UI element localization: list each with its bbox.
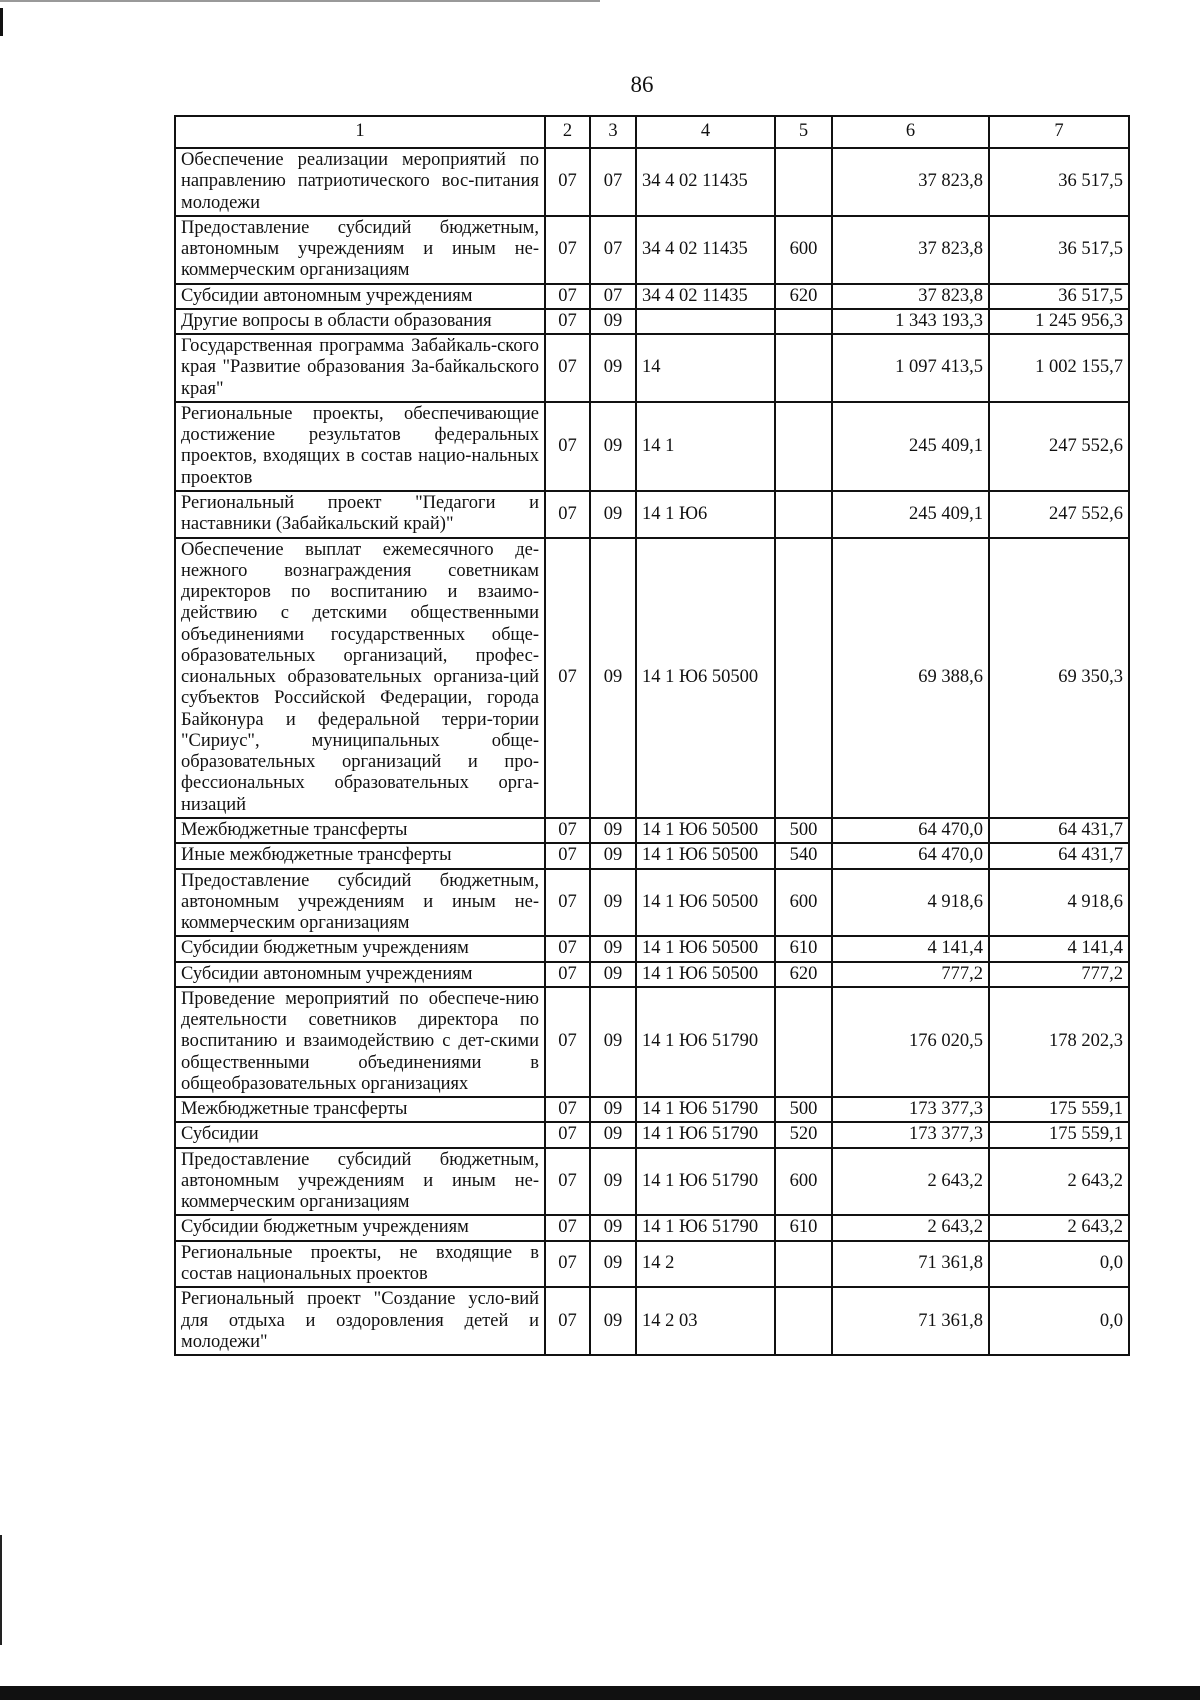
- row-name-cell: Субсидии автономным учреждениям: [175, 284, 545, 309]
- amount-col6-cell: 37 823,8: [832, 148, 989, 216]
- section-code-cell: 07: [545, 538, 590, 818]
- table-row: [175, 1122, 1129, 1147]
- expense-type-cell: 520: [775, 1122, 832, 1147]
- amount-col7-cell: 247 552,6: [989, 402, 1129, 491]
- target-article-cell: 14 1 Ю6 51790: [636, 1215, 775, 1240]
- subsection-code-cell: 09: [590, 818, 636, 843]
- target-article-cell: 14 1 Ю6 51790: [636, 1148, 775, 1216]
- amount-col7-cell: 64 431,7: [989, 843, 1129, 868]
- row-name-cell: Проведение мероприятий по обеспече-нию деятельности советников директора по воспитанию и взаимодействию с дет-скими общественными объединениями в общеобразовательных организациях: [175, 987, 545, 1097]
- amount-col6-cell: 1 343 193,3: [832, 309, 989, 334]
- row-name-cell: Субсидии: [175, 1122, 545, 1147]
- section-code-cell: 07: [545, 402, 590, 491]
- section-code-cell: 07: [545, 843, 590, 868]
- subsection-code-cell: 09: [590, 1287, 636, 1355]
- table-row: [175, 1241, 1129, 1288]
- row-name-cell: Региональный проект "Педагоги и наставники (Забайкальский край)": [175, 491, 545, 538]
- amount-col6-cell: 71 361,8: [832, 1241, 989, 1288]
- row-name-cell: Региональные проекты, не входящие в состав национальных проектов: [175, 1241, 545, 1288]
- amount-col6-cell: 64 470,0: [832, 818, 989, 843]
- amount-col7-cell: 247 552,6: [989, 491, 1129, 538]
- amount-col6-cell: 71 361,8: [832, 1287, 989, 1355]
- amount-col6-cell: 176 020,5: [832, 987, 989, 1097]
- section-code-cell: 07: [545, 1287, 590, 1355]
- expense-type-cell: 600: [775, 869, 832, 937]
- row-name-cell: Государственная программа Забайкаль-ского края "Развитие образования За-байкальского края": [175, 334, 545, 402]
- target-article-cell: 14 1 Ю6 50500: [636, 818, 775, 843]
- amount-col7-cell: 2 643,2: [989, 1215, 1129, 1240]
- scan-edge-left-lower: [0, 1535, 2, 1645]
- subsection-code-cell: 09: [590, 402, 636, 491]
- table-row: [175, 216, 1129, 284]
- amount-col6-cell: 245 409,1: [832, 402, 989, 491]
- table-row: [175, 538, 1129, 818]
- target-article-cell: 34 4 02 11435: [636, 284, 775, 309]
- expense-type-cell: [775, 987, 832, 1097]
- table-row: [175, 818, 1129, 843]
- row-name-cell: Региональные проекты, обеспечивающие достижение результатов федеральных проектов, входящих в состав нацио-нальных проектов: [175, 402, 545, 491]
- expense-type-cell: 600: [775, 216, 832, 284]
- amount-col6-cell: 2 643,2: [832, 1148, 989, 1216]
- subsection-code-cell: 09: [590, 491, 636, 538]
- amount-col6-cell: 4 141,4: [832, 936, 989, 961]
- scan-edge-left: [0, 8, 3, 36]
- section-code-cell: 07: [545, 987, 590, 1097]
- amount-col6-cell: 2 643,2: [832, 1215, 989, 1240]
- table-row: [175, 284, 1129, 309]
- target-article-cell: 14 1 Ю6: [636, 491, 775, 538]
- amount-col7-cell: 175 559,1: [989, 1122, 1129, 1147]
- target-article-cell: 34 4 02 11435: [636, 148, 775, 216]
- subsection-code-cell: 09: [590, 538, 636, 818]
- row-name-cell: Предоставление субсидий бюджетным, автономным учреждениям и иным не-коммерческим организациям: [175, 1148, 545, 1216]
- target-article-cell: 14 1 Ю6 50500: [636, 869, 775, 937]
- section-code-cell: 07: [545, 334, 590, 402]
- target-article-cell: 14 1 Ю6 50500: [636, 962, 775, 987]
- amount-col7-cell: 4 918,6: [989, 869, 1129, 937]
- row-name-cell: Предоставление субсидий бюджетным, автономным учреждениям и иным не-коммерческим организациям: [175, 869, 545, 937]
- subsection-code-cell: 07: [590, 284, 636, 309]
- target-article-cell: 14 2: [636, 1241, 775, 1288]
- section-code-cell: 07: [545, 1122, 590, 1147]
- expense-type-cell: [775, 1287, 832, 1355]
- target-article-cell: 14 1: [636, 402, 775, 491]
- page-number: 86: [630, 72, 654, 97]
- expense-type-cell: [775, 402, 832, 491]
- row-name-cell: Предоставление субсидий бюджетным, автономным учреждениям и иным не-коммерческим организациям: [175, 216, 545, 284]
- section-code-cell: 07: [545, 1097, 590, 1122]
- section-code-cell: 07: [545, 1148, 590, 1216]
- row-name-cell: Субсидии автономным учреждениям: [175, 962, 545, 987]
- table-row: [175, 987, 1129, 1097]
- table-body: [175, 148, 1129, 1355]
- table-row: [175, 1287, 1129, 1355]
- table-row: [175, 936, 1129, 961]
- section-code-cell: 07: [545, 309, 590, 334]
- amount-col7-cell: 69 350,3: [989, 538, 1129, 818]
- row-name-cell: Обеспечение выплат ежемесячного де-нежного вознаграждения советникам директоров по воспитанию и взаимо-действию с детскими общественными объединениями государственных обще-образовательных организаций, профес-сиональных образовательных организа-ций субъектов Российской Федерации, города Байконура и федеральной терри-тории "Сириус", муниципальных обще-образовательных организаций и про-фессиональных образовательных орга-низаций: [175, 538, 545, 818]
- expense-type-cell: 610: [775, 936, 832, 961]
- amount-col7-cell: 0,0: [989, 1241, 1129, 1288]
- table-row: [175, 869, 1129, 937]
- subsection-code-cell: 09: [590, 1215, 636, 1240]
- scan-edge-top: [0, 0, 600, 2]
- header-cell: 5: [775, 116, 832, 148]
- amount-col6-cell: 64 470,0: [832, 843, 989, 868]
- section-code-cell: 07: [545, 216, 590, 284]
- row-name-cell: Обеспечение реализации мероприятий по направлению патриотического вос-питания молодежи: [175, 148, 545, 216]
- target-article-cell: 14 1 Ю6 50500: [636, 843, 775, 868]
- row-name-cell: Иные межбюджетные трансферты: [175, 843, 545, 868]
- header-cell: 6: [832, 116, 989, 148]
- header-row: [175, 116, 1129, 148]
- expense-type-cell: 620: [775, 284, 832, 309]
- table-row: [175, 148, 1129, 216]
- section-code-cell: 07: [545, 869, 590, 937]
- header-cell: 2: [545, 116, 590, 148]
- amount-col7-cell: 36 517,5: [989, 148, 1129, 216]
- row-name-cell: Субсидии бюджетным учреждениям: [175, 936, 545, 961]
- section-code-cell: 07: [545, 284, 590, 309]
- subsection-code-cell: 09: [590, 1241, 636, 1288]
- amount-col6-cell: 4 918,6: [832, 869, 989, 937]
- table-row: [175, 334, 1129, 402]
- header-cell: 4: [636, 116, 775, 148]
- section-code-cell: 07: [545, 962, 590, 987]
- target-article-cell: 14 1 Ю6 51790: [636, 1097, 775, 1122]
- table-row: [175, 402, 1129, 491]
- subsection-code-cell: 09: [590, 962, 636, 987]
- target-article-cell: 14 1 Ю6 50500: [636, 538, 775, 818]
- expense-type-cell: [775, 538, 832, 818]
- subsection-code-cell: 09: [590, 334, 636, 402]
- header-cell: 7: [989, 116, 1129, 148]
- subsection-code-cell: 09: [590, 1097, 636, 1122]
- section-code-cell: 07: [545, 1241, 590, 1288]
- amount-col6-cell: 173 377,3: [832, 1122, 989, 1147]
- table-row: [175, 1215, 1129, 1240]
- target-article-cell: 14 1 Ю6 51790: [636, 987, 775, 1097]
- table-row: [175, 1097, 1129, 1122]
- table-row: [175, 843, 1129, 868]
- amount-col7-cell: 1 002 155,7: [989, 334, 1129, 402]
- amount-col6-cell: 69 388,6: [832, 538, 989, 818]
- subsection-code-cell: 09: [590, 1122, 636, 1147]
- subsection-code-cell: 09: [590, 843, 636, 868]
- row-name-cell: Межбюджетные трансферты: [175, 1097, 545, 1122]
- table-row: [175, 309, 1129, 334]
- table-row: [175, 962, 1129, 987]
- subsection-code-cell: 09: [590, 987, 636, 1097]
- subsection-code-cell: 07: [590, 148, 636, 216]
- amount-col6-cell: 777,2: [832, 962, 989, 987]
- table-header: [175, 116, 1129, 148]
- section-code-cell: 07: [545, 936, 590, 961]
- amount-col7-cell: 64 431,7: [989, 818, 1129, 843]
- section-code-cell: 07: [545, 491, 590, 538]
- target-article-cell: 34 4 02 11435: [636, 216, 775, 284]
- target-article-cell: 14 1 Ю6 51790: [636, 1122, 775, 1147]
- section-code-cell: 07: [545, 148, 590, 216]
- amount-col6-cell: 1 097 413,5: [832, 334, 989, 402]
- amount-col7-cell: 1 245 956,3: [989, 309, 1129, 334]
- subsection-code-cell: 07: [590, 216, 636, 284]
- row-name-cell: Межбюджетные трансферты: [175, 818, 545, 843]
- header-cell: 1: [175, 116, 545, 148]
- section-code-cell: 07: [545, 1215, 590, 1240]
- expense-type-cell: [775, 1241, 832, 1288]
- subsection-code-cell: 09: [590, 309, 636, 334]
- budget-table: [174, 115, 1130, 1356]
- table-row: [175, 1148, 1129, 1216]
- amount-col7-cell: 175 559,1: [989, 1097, 1129, 1122]
- amount-col7-cell: 36 517,5: [989, 216, 1129, 284]
- amount-col7-cell: 777,2: [989, 962, 1129, 987]
- subsection-code-cell: 09: [590, 936, 636, 961]
- target-article-cell: 14 1 Ю6 50500: [636, 936, 775, 961]
- expense-type-cell: 500: [775, 818, 832, 843]
- amount-col7-cell: 4 141,4: [989, 936, 1129, 961]
- amount-col7-cell: 178 202,3: [989, 987, 1129, 1097]
- expense-type-cell: [775, 334, 832, 402]
- target-article-cell: 14: [636, 334, 775, 402]
- amount-col6-cell: 37 823,8: [832, 216, 989, 284]
- amount-col6-cell: 37 823,8: [832, 284, 989, 309]
- header-cell: 3: [590, 116, 636, 148]
- expense-type-cell: 540: [775, 843, 832, 868]
- subsection-code-cell: 09: [590, 1148, 636, 1216]
- row-name-cell: Региональный проект "Создание усло-вий для отдыха и оздоровления детей и молодежи": [175, 1287, 545, 1355]
- subsection-code-cell: 09: [590, 869, 636, 937]
- amount-col6-cell: 245 409,1: [832, 491, 989, 538]
- row-name-cell: Другие вопросы в области образования: [175, 309, 545, 334]
- expense-type-cell: [775, 491, 832, 538]
- amount-col7-cell: 36 517,5: [989, 284, 1129, 309]
- expense-type-cell: 500: [775, 1097, 832, 1122]
- amount-col7-cell: 2 643,2: [989, 1148, 1129, 1216]
- row-name-cell: Субсидии бюджетным учреждениям: [175, 1215, 545, 1240]
- expense-type-cell: 600: [775, 1148, 832, 1216]
- expense-type-cell: [775, 309, 832, 334]
- table-row: [175, 491, 1129, 538]
- expense-type-cell: 610: [775, 1215, 832, 1240]
- expense-type-cell: 620: [775, 962, 832, 987]
- amount-col7-cell: 0,0: [989, 1287, 1129, 1355]
- expense-type-cell: [775, 148, 832, 216]
- target-article-cell: 14 2 03: [636, 1287, 775, 1355]
- scan-edge-bottom: [0, 1686, 1200, 1700]
- section-code-cell: 07: [545, 818, 590, 843]
- amount-col6-cell: 173 377,3: [832, 1097, 989, 1122]
- target-article-cell: [636, 309, 775, 334]
